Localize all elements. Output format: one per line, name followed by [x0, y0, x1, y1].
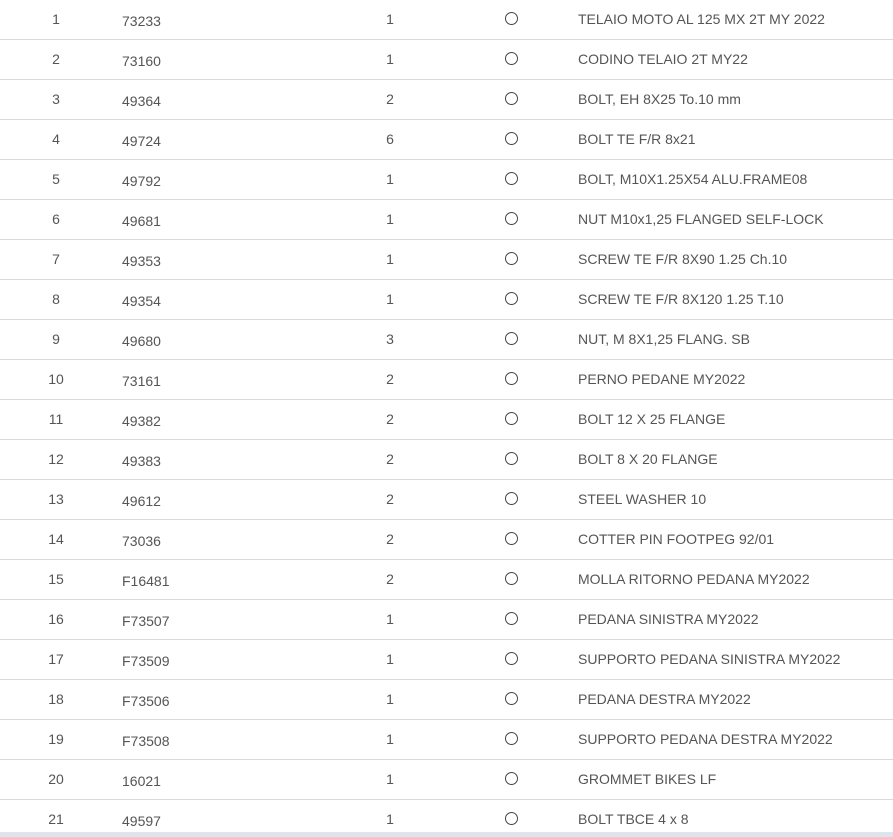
- table-row: [0, 800, 893, 837]
- part-code: F73509: [122, 653, 170, 669]
- quantity: 2: [386, 371, 394, 387]
- part-code: 49382: [122, 413, 161, 429]
- part-description: BOLT, M10X1.25X54 ALU.FRAME08: [578, 171, 808, 187]
- radio-circle-icon[interactable]: [505, 612, 518, 625]
- table-row: [0, 240, 893, 280]
- table-row: [0, 40, 893, 80]
- quantity: 2: [386, 451, 394, 467]
- radio-circle-icon[interactable]: [505, 212, 518, 225]
- part-code: 49724: [122, 133, 161, 149]
- part-description: PERNO PEDANE MY2022: [578, 371, 746, 387]
- quantity: 1: [386, 51, 394, 67]
- quantity: 1: [386, 171, 394, 187]
- select-radio[interactable]: [505, 172, 519, 186]
- select-radio[interactable]: [505, 252, 519, 266]
- part-description: CODINO TELAIO 2T MY22: [578, 51, 748, 67]
- radio-circle-icon[interactable]: [505, 172, 518, 185]
- row-number: 4: [52, 131, 60, 147]
- row-number: 10: [48, 371, 64, 387]
- quantity: 2: [386, 411, 394, 427]
- row-number: 6: [52, 211, 60, 227]
- table-row: [0, 200, 893, 240]
- part-description: NUT, M 8X1,25 FLANG. SB: [578, 331, 750, 347]
- radio-circle-icon[interactable]: [505, 652, 518, 665]
- part-code: 73160: [122, 53, 161, 69]
- part-description: BOLT, EH 8X25 To.10 mm: [578, 91, 741, 107]
- select-radio[interactable]: [505, 492, 519, 506]
- quantity: 2: [386, 491, 394, 507]
- table-row: [0, 640, 893, 680]
- table-row: [0, 560, 893, 600]
- row-number: 21: [48, 811, 64, 827]
- row-number: 13: [48, 491, 64, 507]
- table-row: [0, 760, 893, 800]
- part-description: MOLLA RITORNO PEDANA MY2022: [578, 571, 810, 587]
- part-description: BOLT 12 X 25 FLANGE: [578, 411, 726, 427]
- table-row: [0, 120, 893, 160]
- quantity: 2: [386, 531, 394, 547]
- radio-circle-icon[interactable]: [505, 132, 518, 145]
- table-row: [0, 320, 893, 360]
- part-code: 49353: [122, 253, 161, 269]
- quantity: 1: [386, 291, 394, 307]
- radio-circle-icon[interactable]: [505, 412, 518, 425]
- table-row: [0, 680, 893, 720]
- quantity: 3: [386, 331, 394, 347]
- radio-circle-icon[interactable]: [505, 572, 518, 585]
- table-row: [0, 520, 893, 560]
- part-description: BOLT 8 X 20 FLANGE: [578, 451, 718, 467]
- quantity: 1: [386, 691, 394, 707]
- part-code: 49597: [122, 813, 161, 829]
- part-description: BOLT TBCE 4 x 8: [578, 811, 689, 827]
- table-row: [0, 0, 893, 40]
- table-row: [0, 280, 893, 320]
- part-code: 73036: [122, 533, 161, 549]
- select-radio[interactable]: [505, 92, 519, 106]
- table-row: [0, 160, 893, 200]
- quantity: 1: [386, 731, 394, 747]
- table-row: [0, 80, 893, 120]
- quantity: 2: [386, 91, 394, 107]
- radio-circle-icon[interactable]: [505, 92, 518, 105]
- row-number: 15: [48, 571, 64, 587]
- select-radio[interactable]: [505, 572, 519, 586]
- row-number: 3: [52, 91, 60, 107]
- quantity: 1: [386, 771, 394, 787]
- row-number: 9: [52, 331, 60, 347]
- part-code: 49792: [122, 173, 161, 189]
- row-number: 16: [48, 611, 64, 627]
- quantity: 1: [386, 611, 394, 627]
- row-number: 19: [48, 731, 64, 747]
- part-description: NUT M10x1,25 FLANGED SELF-LOCK: [578, 211, 824, 227]
- select-radio[interactable]: [505, 412, 519, 426]
- row-number: 20: [48, 771, 64, 787]
- row-number: 5: [52, 171, 60, 187]
- radio-circle-icon[interactable]: [505, 12, 518, 25]
- radio-circle-icon[interactable]: [505, 52, 518, 65]
- select-radio[interactable]: [505, 612, 519, 626]
- part-code: 73161: [122, 373, 161, 389]
- select-radio[interactable]: [505, 332, 519, 346]
- quantity: 2: [386, 571, 394, 587]
- table-row: [0, 400, 893, 440]
- table-row: [0, 360, 893, 400]
- part-code: F73507: [122, 613, 170, 629]
- part-description: SUPPORTO PEDANA DESTRA MY2022: [578, 731, 833, 747]
- part-description: PEDANA SINISTRA MY2022: [578, 611, 759, 627]
- part-code: 49354: [122, 293, 161, 309]
- select-radio[interactable]: [505, 52, 519, 66]
- part-code: 49680: [122, 333, 161, 349]
- part-code: F16481: [122, 573, 170, 589]
- radio-circle-icon[interactable]: [505, 692, 518, 705]
- row-number: 2: [52, 51, 60, 67]
- quantity: 6: [386, 131, 394, 147]
- table-row: [0, 480, 893, 520]
- table-row: [0, 720, 893, 760]
- part-description: COTTER PIN FOOTPEG 92/01: [578, 531, 775, 547]
- part-description: SCREW TE F/R 8X120 1.25 T.10: [578, 291, 784, 307]
- row-number: 17: [48, 651, 64, 667]
- quantity: 1: [386, 251, 394, 267]
- part-description: SUPPORTO PEDANA SINISTRA MY2022: [578, 651, 841, 667]
- radio-circle-icon[interactable]: [505, 532, 518, 545]
- select-radio[interactable]: [505, 532, 519, 546]
- select-radio[interactable]: [505, 732, 519, 746]
- row-number: 12: [48, 451, 64, 467]
- part-description: PEDANA DESTRA MY2022: [578, 691, 751, 707]
- quantity: 1: [386, 651, 394, 667]
- part-code: F73508: [122, 733, 170, 749]
- row-number: 18: [48, 691, 64, 707]
- radio-circle-icon[interactable]: [505, 292, 518, 305]
- part-code: 49681: [122, 213, 161, 229]
- radio-circle-icon[interactable]: [505, 372, 518, 385]
- select-radio[interactable]: [505, 372, 519, 386]
- radio-circle-icon[interactable]: [505, 492, 518, 505]
- part-code: 49612: [122, 493, 161, 509]
- select-radio[interactable]: [505, 812, 519, 826]
- part-code: 49383: [122, 453, 161, 469]
- select-radio[interactable]: [505, 772, 519, 786]
- table-row: [0, 600, 893, 640]
- select-radio[interactable]: [505, 692, 519, 706]
- part-code: 16021: [122, 773, 161, 789]
- select-radio[interactable]: [505, 292, 519, 306]
- radio-circle-icon[interactable]: [505, 772, 518, 785]
- radio-circle-icon[interactable]: [505, 332, 518, 345]
- part-description: TELAIO MOTO AL 125 MX 2T MY 2022: [578, 11, 825, 27]
- quantity: 1: [386, 811, 394, 827]
- part-code: F73506: [122, 693, 170, 709]
- select-radio[interactable]: [505, 12, 519, 26]
- table-row: [0, 440, 893, 480]
- radio-circle-icon[interactable]: [505, 812, 518, 825]
- row-number: 1: [52, 11, 60, 27]
- row-number: 11: [48, 411, 64, 427]
- radio-circle-icon[interactable]: [505, 252, 518, 265]
- quantity: 1: [386, 11, 394, 27]
- part-code: 49364: [122, 93, 161, 109]
- row-number: 14: [48, 531, 64, 547]
- part-description: STEEL WASHER 10: [578, 491, 707, 507]
- part-code: 73233: [122, 13, 161, 29]
- row-number: 8: [52, 291, 60, 307]
- radio-circle-icon[interactable]: [505, 732, 518, 745]
- select-radio[interactable]: [505, 652, 519, 666]
- select-radio[interactable]: [505, 452, 519, 466]
- part-description: BOLT TE F/R 8x21: [578, 131, 696, 147]
- quantity: 1: [386, 211, 394, 227]
- part-description: GROMMET BIKES LF: [578, 771, 717, 787]
- part-description: SCREW TE F/R 8X90 1.25 Ch.10: [578, 251, 788, 267]
- select-radio[interactable]: [505, 212, 519, 226]
- row-number: 7: [52, 251, 60, 267]
- radio-circle-icon[interactable]: [505, 452, 518, 465]
- select-radio[interactable]: [505, 132, 519, 146]
